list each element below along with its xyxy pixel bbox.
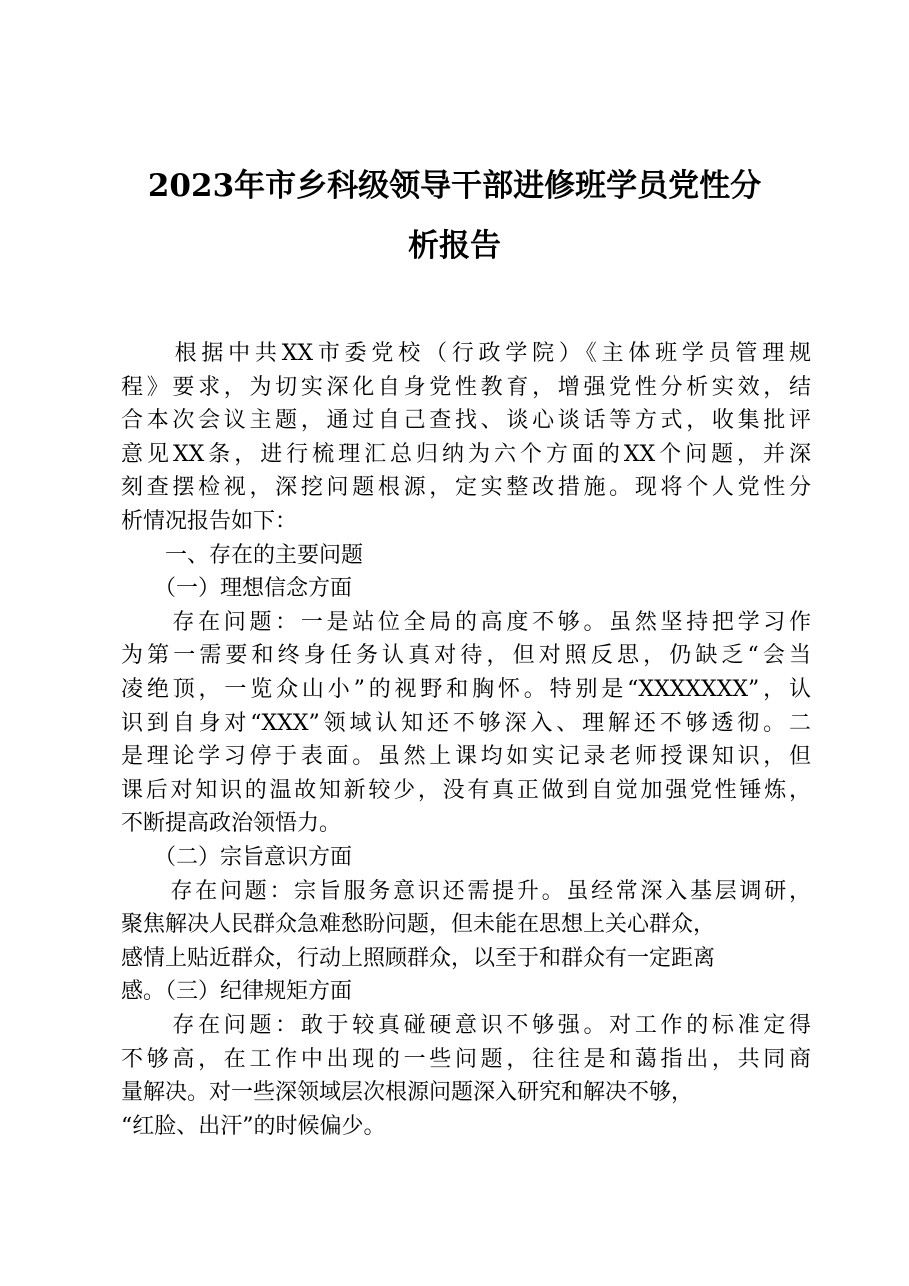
document-title-line-1: 2023年市乡科级领导干部进修班学员党性分 <box>147 168 762 204</box>
body-text-line: （二）宗旨意识方面 <box>121 845 353 870</box>
body-text-line: 感情上贴近群众，行动上照顾群众，以至于和群众有一定距离 <box>121 946 716 971</box>
body-text-line: 析情况报告如下： <box>121 509 298 534</box>
body-text-line: 凌绝顶，一览众山小”的视野和胸怀。特别是“XXXXXXX”，认 <box>121 677 811 702</box>
body-text-line: 根据中共XX市委党校（行政学院）《主体班学员管理规 <box>121 341 811 366</box>
body-text-line: 程》要求，为切实深化自身党性教育，增强党性分析实效，结 <box>121 375 811 400</box>
body-text-line: 一、存在的主要问题 <box>121 543 364 568</box>
body-text-line: “红脸、出汗”的时候偏少。 <box>121 1114 386 1139</box>
body-text-line: 合本次会议主题，通过自己查找、谈心谈话等方式，收集批评 <box>121 408 811 433</box>
body-text-line: 不够高，在工作中出现的一些问题，往往是和蔼指出，共同商 <box>121 1047 811 1072</box>
body-text-line: 课后对知识的温故知新较少，没有真正做到自觉加强党性锤炼， <box>121 778 811 803</box>
body-text-line: （一）理想信念方面 <box>121 576 353 601</box>
body-text-line: 聚焦解决人民群众急难愁盼问题，但未能在思想上关心群众， <box>121 912 716 937</box>
body-text-line: 存在问题：宗旨服务意识还需提升。虽经常深入基层调研， <box>121 879 811 904</box>
body-text-line: 不断提高政治领悟力。 <box>121 811 342 836</box>
document-title-line-2: 析报告 <box>408 228 501 264</box>
body-text-line: 存在问题：一是站位全局的高度不够。虽然坚持把学习作 <box>121 610 811 635</box>
body-text-line: 量解决。对一些深领域层次根源问题深入研究和解决不够， <box>121 1080 694 1105</box>
body-text-line: 刻查摆检视，深挖问题根源，定实整改措施。现将个人党性分 <box>121 475 811 500</box>
body-text-line: 识到自身对“XXX”领域认知还不够深入、理解还不够透彻。二 <box>121 711 811 736</box>
body-text-line: 感。（三）纪律规矩方面 <box>121 979 353 1004</box>
body-text-line: 为第一需要和终身任务认真对待，但对照反思，仍缺乏“会当 <box>121 643 811 668</box>
body-text-line: 存在问题：敢于较真碰硬意识不够强。对工作的标准定得 <box>121 1013 811 1038</box>
body-text-line: 是理论学习停于表面。虽然上课均如实记录老师授课知识，但 <box>121 744 811 769</box>
body-text-line: 意见XX条，进行梳理汇总归纳为六个方面的XX个问题，并深 <box>121 442 811 467</box>
